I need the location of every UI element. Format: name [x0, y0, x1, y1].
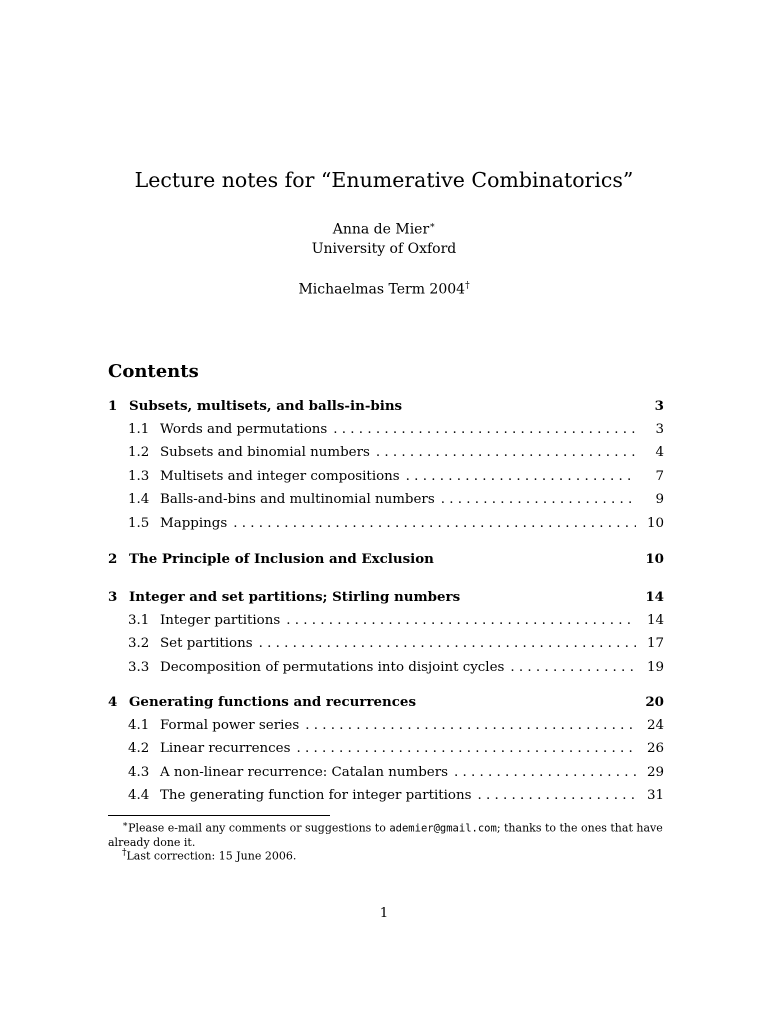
toc-subsection-number: 4.4 — [128, 788, 150, 804]
footnote-1-text-after: ; thanks to the ones that have already done it. — [108, 821, 663, 849]
toc-subsection-number: 1.3 — [128, 468, 150, 484]
toc-section-page: 10 — [645, 551, 664, 567]
toc-subsection-title: Balls-and-bins and multinomial numbers — [160, 492, 435, 508]
toc-section-title: Integer and set partitions; Stirling numbers — [129, 589, 461, 605]
toc-subsection-title: Integer partitions — [160, 613, 281, 628]
toc-subsection-page: 9 — [655, 492, 664, 508]
toc-subsection-number: 3.2 — [128, 636, 150, 652]
toc-subsection-page: 19 — [646, 659, 664, 675]
toc-subsection-number: 4.1 — [128, 718, 150, 733]
toc-subsection-page: 31 — [646, 788, 664, 804]
toc-section-number: 4 — [108, 694, 118, 710]
toc-section-title: Subsets, multisets, and balls-in-bins — [129, 398, 403, 414]
toc-subsection-title: Words and permutations — [160, 422, 328, 437]
toc-subsection-page: 29 — [646, 764, 664, 780]
footnote-2-text: Last correction: 15 June 2006. — [126, 849, 297, 863]
toc-section-3[interactable] — [108, 589, 664, 605]
toc-subsection-4-4[interactable] — [108, 788, 664, 803]
toc-subsection-page: 17 — [646, 636, 664, 652]
toc-section-number: 1 — [108, 398, 118, 414]
toc-subsection-page: 3 — [655, 422, 664, 437]
date-footnote-mark: † — [465, 281, 470, 291]
footnote-1 — [108, 819, 664, 849]
toc-subsection-page: 4 — [655, 445, 664, 461]
toc-section-page: 3 — [654, 398, 664, 414]
author-footnote-mark: ∗ — [429, 221, 436, 231]
toc-section-1[interactable] — [108, 398, 664, 414]
toc-subsection-title: Subsets and binomial numbers — [160, 445, 370, 461]
toc-section-page: 20 — [645, 694, 664, 710]
toc-subsection-number: 4.3 — [128, 764, 150, 780]
toc-subsection-title: Mappings — [160, 515, 228, 531]
toc-subsection-title: Linear recurrences — [160, 741, 291, 757]
footnote-1-text-before: Please e-mail any comments or suggestions to — [128, 821, 390, 835]
toc-subsection-4-1[interactable] — [108, 718, 664, 733]
toc-subsection-page: 10 — [646, 515, 664, 531]
toc-subsection-page: 24 — [646, 718, 664, 733]
footnote-1-mark: ∗ — [122, 820, 129, 830]
toc-subsection-number: 1.2 — [128, 445, 150, 461]
toc-subsection-number: 4.2 — [128, 741, 150, 757]
toc-subsection-3-3[interactable] — [108, 660, 664, 675]
toc-subsection-4-3[interactable] — [108, 765, 664, 780]
toc-leader-dots — [280, 613, 636, 628]
toc-leader-dots — [448, 765, 636, 780]
toc-section-number: 3 — [108, 589, 118, 605]
toc-subsection-3-2[interactable] — [108, 636, 664, 651]
toc-subsection-1-3[interactable] — [108, 469, 664, 484]
toc-subsection-number: 1.4 — [128, 492, 150, 508]
toc-subsection-page: 26 — [646, 741, 664, 757]
footnote-2-mark: † — [122, 848, 127, 858]
toc-leader-dots — [435, 492, 636, 507]
footnote-email: ademier@gmail.com — [389, 822, 497, 835]
toc-subsection-1-2[interactable] — [108, 445, 664, 460]
toc-leader-dots — [471, 788, 636, 803]
toc-subsection-title: Decomposition of permutations into disjoint cycles — [160, 659, 505, 675]
toc-leader-dots — [327, 422, 636, 437]
toc-leader-dots — [253, 636, 636, 651]
toc-subsection-page: 14 — [646, 613, 664, 628]
toc-subsection-page: 7 — [655, 468, 664, 484]
toc-subsection-title: The generating function for integer partitions — [160, 788, 472, 804]
toc-subsection-title: A non-linear recurrence: Catalan numbers — [160, 764, 448, 780]
author-text: Anna de Mier — [332, 221, 430, 238]
toc-leader-dots — [370, 445, 636, 460]
toc-subsection-1-5[interactable] — [108, 516, 664, 531]
toc-subsection-number: 3.3 — [128, 659, 150, 675]
toc-section-4[interactable] — [108, 694, 664, 710]
footnote-2 — [108, 847, 678, 863]
footnote-rule — [108, 815, 330, 816]
toc-section-2[interactable] — [108, 551, 664, 567]
author-name — [0, 221, 768, 238]
toc-subsection-title: Set partitions — [160, 636, 253, 652]
toc-leader-dots — [400, 469, 636, 484]
affiliation: University of Oxford — [311, 241, 457, 257]
date-text: Michaelmas Term 2004 — [298, 281, 466, 298]
toc-section-title: Generating functions and recurrences — [129, 694, 416, 710]
toc-section-page: 14 — [645, 589, 664, 605]
toc-subsection-4-2[interactable] — [108, 741, 664, 756]
toc-section-title: The Principle of Inclusion and Exclusion — [129, 551, 434, 567]
toc-subsection-title: Multisets and integer compositions — [160, 468, 400, 484]
toc-section-number: 2 — [108, 551, 118, 567]
toc-subsection-1-4[interactable] — [108, 492, 664, 507]
document-title: Lecture notes for “Enumerative Combinatorics” — [134, 168, 634, 192]
toc-subsection-title: Formal power series — [160, 718, 300, 733]
toc-leader-dots — [290, 741, 636, 756]
toc-subsection-number: 1.5 — [128, 515, 150, 531]
toc-subsection-3-1[interactable] — [108, 613, 664, 628]
document-date — [0, 281, 768, 298]
toc-leader-dots — [504, 660, 636, 675]
page-number: 1 — [379, 906, 389, 921]
toc-subsection-number: 3.1 — [128, 613, 150, 628]
toc-subsection-number: 1.1 — [128, 422, 150, 437]
toc-leader-dots — [227, 516, 636, 531]
toc-leader-dots — [299, 718, 636, 733]
toc-subsection-1-1[interactable] — [108, 422, 664, 437]
contents-heading: Contents — [108, 361, 199, 382]
